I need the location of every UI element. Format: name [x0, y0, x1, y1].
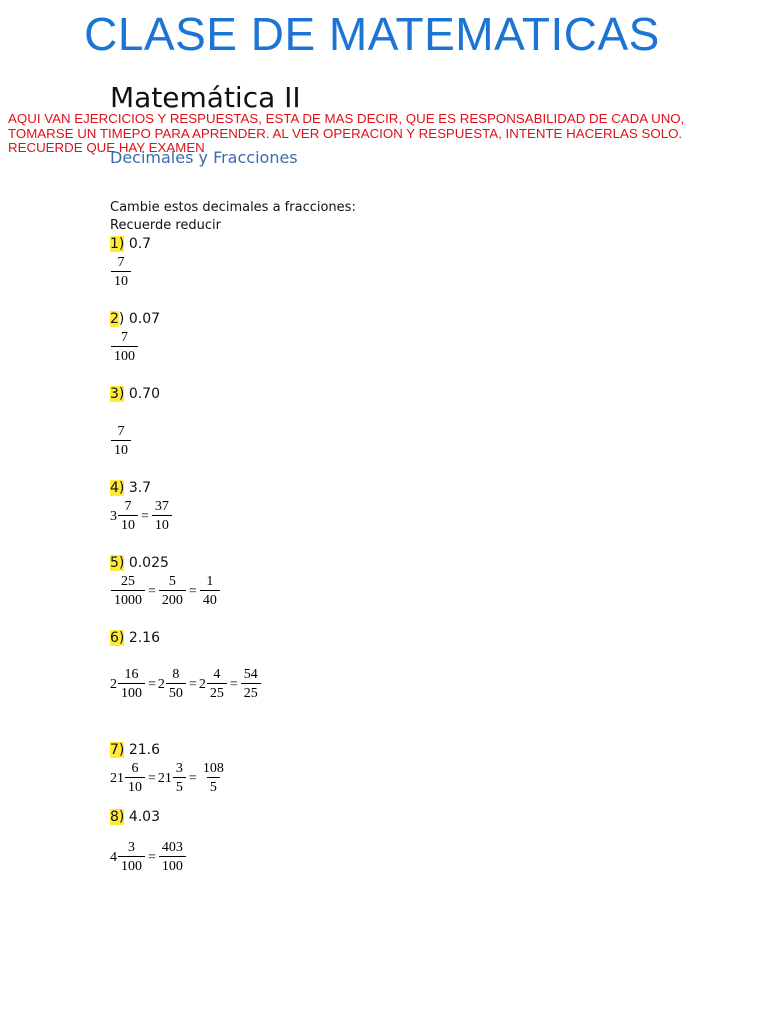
- equals-sign: =: [188, 770, 197, 786]
- fraction: [111, 329, 138, 365]
- question-label: [110, 310, 160, 328]
- notice-line: AQUI VAN EJERCICIOS Y RESPUESTAS, ESTA DE MAS DECIR, QUE ES RESPONSABILIDAD DE CADA UNO,: [8, 111, 685, 126]
- numerator: 5: [168, 574, 176, 589]
- fraction: [111, 573, 145, 609]
- denominator: 10: [125, 777, 145, 796]
- question-value: 4.03: [124, 809, 160, 825]
- numerator: 108: [202, 761, 224, 776]
- equals-sign: =: [148, 583, 156, 599]
- fraction: [111, 254, 131, 290]
- question-value: ) 0.07: [118, 311, 161, 327]
- fraction: [118, 839, 145, 875]
- fraction: [200, 573, 220, 609]
- question-number: 5): [110, 555, 125, 571]
- question-value: 0.025: [124, 555, 169, 571]
- question-value: 2.16: [124, 630, 160, 646]
- denominator: 25: [241, 683, 261, 702]
- numerator: 3: [128, 840, 135, 855]
- banner-title: CLASE DE MATEMATICAS: [84, 8, 660, 60]
- question-value: 0.70: [124, 386, 160, 402]
- notice-line: RECUERDE QUE HAY EXAMEN: [8, 140, 205, 155]
- fraction: [159, 839, 186, 875]
- denominator: 10: [152, 515, 172, 534]
- denominator: 1000: [111, 590, 145, 609]
- question-number: 7): [110, 742, 125, 758]
- numerator: 37: [154, 499, 169, 514]
- numerator: 403: [161, 840, 183, 855]
- question-value: 21.6: [124, 742, 160, 758]
- fraction: [125, 760, 145, 796]
- numerator: 6: [131, 761, 139, 776]
- denominator: 40: [200, 590, 220, 609]
- question-value: 3.7: [124, 480, 152, 496]
- denominator: 100: [159, 856, 186, 875]
- answer-expression: [110, 254, 132, 290]
- equals-sign: =: [148, 849, 156, 865]
- numerator: 8: [172, 667, 180, 682]
- instruction-line: Cambie estos decimales a fracciones:: [110, 200, 356, 215]
- question-number: 3): [110, 386, 125, 402]
- numerator: 25: [121, 574, 135, 589]
- question-label: [110, 385, 160, 403]
- numerator: 7: [117, 424, 125, 439]
- numerator: 3: [175, 761, 183, 776]
- denominator: 10: [111, 440, 131, 459]
- denominator: 5: [173, 777, 186, 796]
- fraction: [159, 573, 186, 609]
- denominator: 10: [111, 271, 131, 290]
- denominator: 100: [111, 346, 138, 365]
- numerator: 7: [117, 255, 125, 270]
- whole-number: 2: [198, 676, 206, 692]
- question-number: 2: [110, 311, 119, 327]
- fraction: [207, 666, 227, 702]
- section-subtitle: Decimales y Fracciones: [110, 148, 298, 167]
- question-label: [110, 808, 160, 826]
- document-title: Matemática II: [110, 81, 301, 114]
- answer-expression: [110, 329, 139, 365]
- denominator: 100: [118, 856, 145, 875]
- equals-sign: =: [141, 508, 149, 524]
- question-number: 4): [110, 480, 125, 496]
- denominator: 100: [118, 683, 145, 702]
- instruction-line: Recuerde reducir: [110, 218, 221, 233]
- whole-number: 21: [110, 770, 124, 786]
- numerator: 16: [124, 667, 139, 682]
- whole-number: 21: [157, 770, 172, 786]
- question-number: 1): [110, 236, 125, 252]
- numerator: 4: [213, 667, 221, 682]
- fraction: [241, 666, 261, 702]
- question-label: [110, 741, 160, 759]
- denominator: 10: [118, 515, 138, 534]
- fraction: [152, 498, 172, 534]
- answer-expression: [110, 498, 173, 534]
- equals-sign: =: [188, 583, 197, 599]
- numerator: 7: [124, 499, 132, 514]
- equals-sign: =: [148, 770, 156, 786]
- answer-expression: [110, 423, 132, 459]
- numerator: 1: [206, 574, 214, 589]
- answer-expression: [110, 839, 187, 875]
- question-value: 0.7: [124, 236, 152, 252]
- question-number: 6): [110, 630, 125, 646]
- whole-number: 3: [110, 508, 117, 524]
- question-label: [110, 479, 151, 497]
- denominator: 25: [207, 683, 227, 702]
- fraction: [200, 760, 227, 796]
- equals-sign: =: [148, 676, 156, 692]
- question-label: [110, 629, 160, 647]
- fraction: [111, 423, 131, 459]
- whole-number: 2: [110, 676, 117, 692]
- denominator: 5: [207, 777, 220, 796]
- equals-sign: =: [188, 676, 197, 692]
- fraction: [118, 666, 145, 702]
- answer-expression: [110, 666, 262, 702]
- numerator: 54: [243, 667, 258, 682]
- whole-number: 2: [157, 676, 165, 692]
- fraction: [166, 666, 186, 702]
- answer-expression: [110, 573, 221, 609]
- question-label: [110, 554, 169, 572]
- whole-number: 4: [110, 849, 117, 865]
- equals-sign: =: [229, 676, 238, 692]
- fraction: [173, 760, 186, 796]
- question-number: 8): [110, 809, 125, 825]
- answer-expression: [110, 760, 228, 796]
- denominator: 50: [166, 683, 186, 702]
- notice-line: TOMARSE UN TIMEPO PARA APRENDER. AL VER OPERACION Y RESPUESTA, INTENTE HACERLAS SOLO.: [8, 125, 683, 141]
- fraction: [118, 498, 138, 534]
- denominator: 200: [159, 590, 186, 609]
- numerator: 7: [121, 330, 128, 345]
- question-label: [110, 235, 151, 253]
